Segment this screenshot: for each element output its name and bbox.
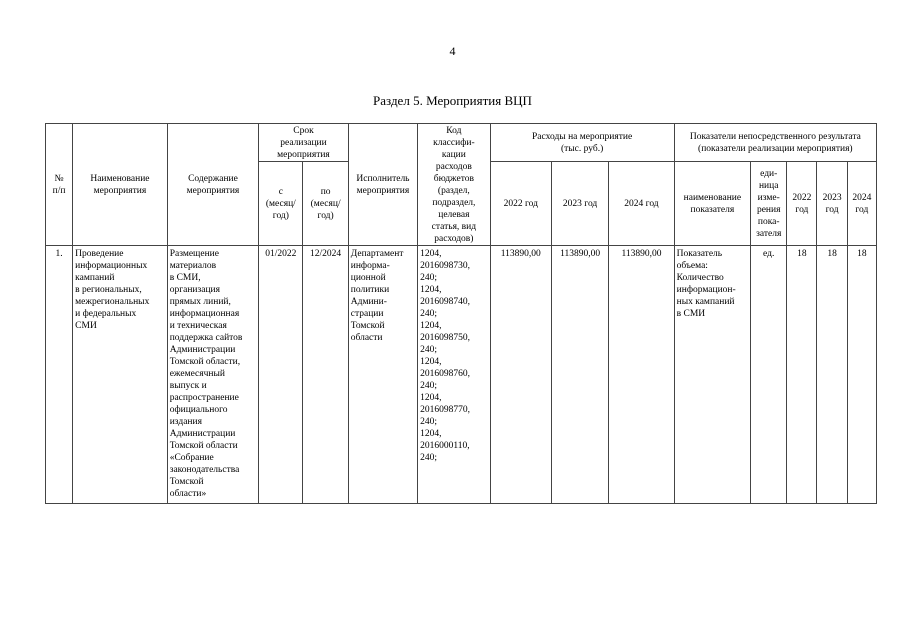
code-line: 1204, bbox=[420, 285, 442, 295]
code-line: 240; bbox=[420, 417, 438, 427]
code-line: 2016098740, bbox=[420, 297, 471, 307]
header-code: Код классифи- кации расходов бюджетов (раздел, подраздел, целевая статья, вид расходов) bbox=[418, 124, 490, 246]
page-number: 4 bbox=[449, 44, 456, 58]
header-to: по (месяц/ год) bbox=[303, 162, 348, 246]
header-executor: Исполнитель мероприятия bbox=[348, 124, 417, 246]
header-expense-2022: 2022 год bbox=[490, 162, 551, 246]
row-unit: ед. bbox=[751, 246, 787, 504]
header-term: Срок реализации мероприятия bbox=[259, 124, 349, 162]
row-num: 1. bbox=[46, 246, 73, 504]
code-line: 1204, bbox=[420, 429, 442, 439]
header-expenses: Расходы на мероприятие (тыс. руб.) bbox=[490, 124, 674, 162]
row-indicator-2023: 18 bbox=[817, 246, 847, 504]
code-line: 240; bbox=[420, 309, 438, 319]
code-line: 240; bbox=[420, 381, 438, 391]
header-num: № п/п bbox=[46, 124, 73, 246]
activities-table bbox=[45, 123, 877, 504]
code-line: 2016098760, bbox=[420, 369, 471, 379]
code-line: 1204, bbox=[420, 357, 442, 367]
row-expense-2023: 113890,00 bbox=[551, 246, 608, 504]
row-codes bbox=[418, 246, 490, 504]
row-name: Проведение информационных кампаний в региональных, межрегиональных и федеральных СМИ bbox=[73, 246, 168, 504]
header-name: Наименование мероприятия bbox=[73, 124, 168, 246]
code-line: 240; bbox=[420, 345, 438, 355]
row-expense-2022: 113890,00 bbox=[490, 246, 551, 504]
row-content: Размещение материалов в СМИ, организация прямых линий, информационная и техническая поддержка сайтов Администрации Томской области, ежемесячный выпуск и распространение официального издания Администрации Томской области «Собрание законодательства Томской области» bbox=[167, 246, 259, 504]
header-unit: еди- ница изме- рения пока- зателя bbox=[751, 162, 787, 246]
table-row bbox=[46, 246, 877, 504]
code-line: 240; bbox=[420, 273, 438, 283]
header-from: с (месяц/ год) bbox=[259, 162, 303, 246]
code-line: 2016000110, bbox=[420, 441, 470, 451]
code-line: 1204, bbox=[420, 393, 442, 403]
row-executor: Департамент информа- ционной политики Админи- страции Томской области bbox=[348, 246, 417, 504]
row-indicator-name: Показатель объема: Количество информацион- ных кампаний в СМИ bbox=[674, 246, 750, 504]
code-line: 1204, bbox=[420, 249, 442, 259]
row-expense-2024: 113890,00 bbox=[609, 246, 674, 504]
code-line: 2016098770, bbox=[420, 405, 471, 415]
header-indicator-2024: 2024 год bbox=[847, 162, 876, 246]
code-line: 1204, bbox=[420, 321, 442, 331]
header-indicator-name: наименование показателя bbox=[674, 162, 750, 246]
header-content: Содержание мероприятия bbox=[167, 124, 259, 246]
header-indicator-2022: 2022 год bbox=[787, 162, 817, 246]
row-indicator-2024: 18 bbox=[847, 246, 876, 504]
code-line: 2016098750, bbox=[420, 333, 471, 343]
header-indicator-2023: 2023 год bbox=[817, 162, 847, 246]
code-line: 240; bbox=[420, 453, 438, 463]
header-expense-2023: 2023 год bbox=[551, 162, 608, 246]
row-from: 01/2022 bbox=[259, 246, 303, 504]
code-line: 2016098730, bbox=[420, 261, 471, 271]
header-indicators: Показатели непосредственного результата (показатели реализации мероприятия) bbox=[674, 124, 876, 162]
row-to: 12/2024 bbox=[303, 246, 348, 504]
section-title: Раздел 5. Мероприятия ВЦП bbox=[373, 93, 532, 108]
row-indicator-2022: 18 bbox=[787, 246, 817, 504]
header-expense-2024: 2024 год bbox=[609, 162, 674, 246]
